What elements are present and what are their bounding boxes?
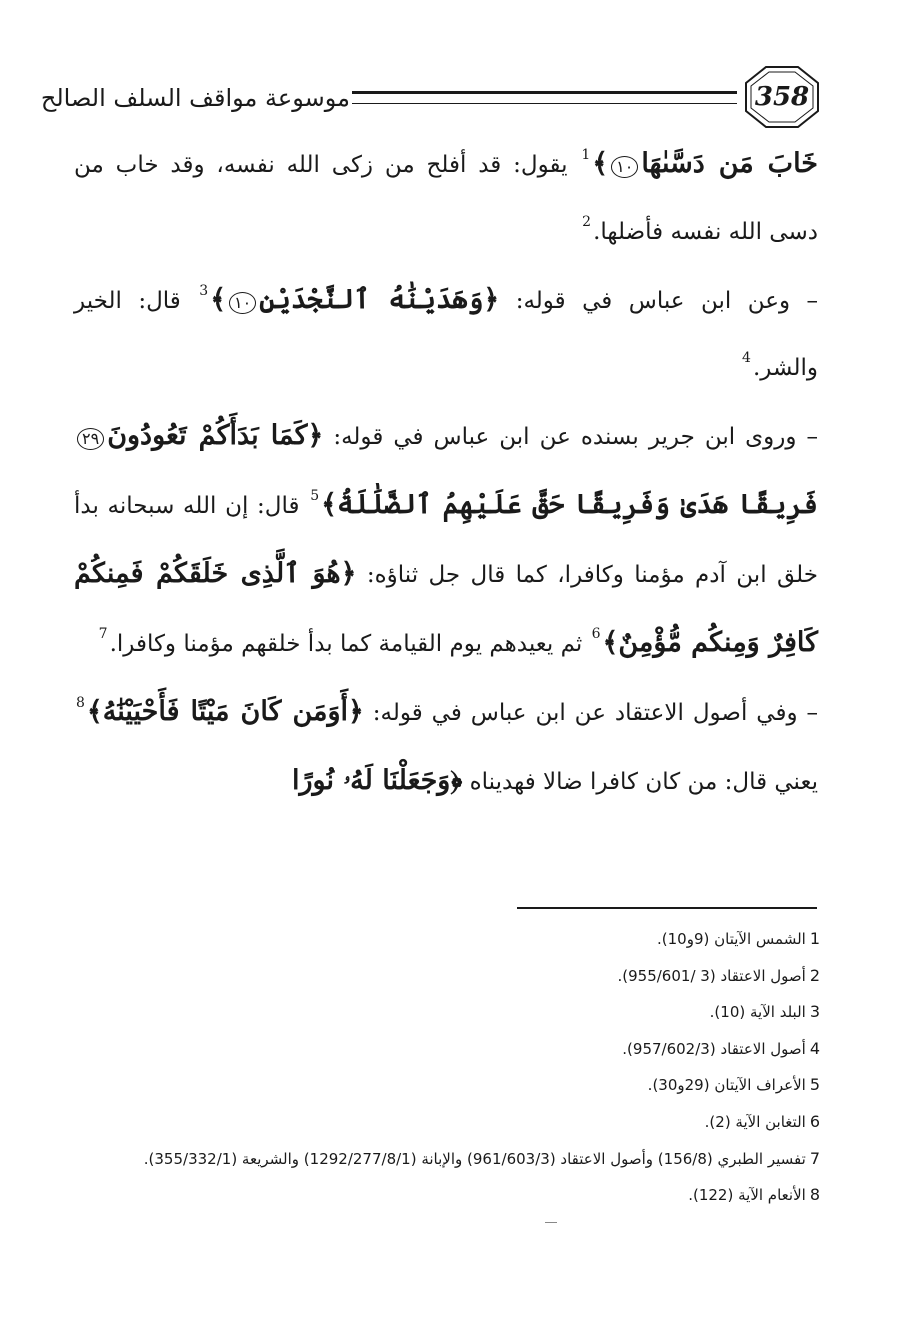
- footnote: [80, 921, 820, 958]
- footnote-ref: 7: [98, 626, 108, 642]
- quran-verse: ﴿أَوَمَن كَانَ مَيْتًا فَأَحْيَيْنَٰهُ﴾: [86, 696, 364, 727]
- footnote: [80, 1104, 820, 1141]
- footnote-separator: [517, 907, 817, 909]
- footnote-text: تفسير الطبري (156/8) وأصول الاعتقاد (961/603/3) والإبانة (1292/277/8/1) والشريعة (355/332/1).: [143, 1149, 806, 1168]
- body-text: – وروى ابن جرير بسنده عن ابن عباس في قوله:: [333, 424, 819, 450]
- footnote-number: 7: [809, 1148, 820, 1168]
- main-text: [74, 130, 818, 816]
- verse-number: ١٠: [611, 156, 638, 178]
- footnote-text: الشمس الآيتان (9و10).: [656, 930, 806, 948]
- footnote-ref: 6: [591, 626, 601, 642]
- running-title: موسوعة مواقف السلف الصالح: [40, 84, 350, 112]
- footnotes: [80, 921, 820, 1214]
- footnote-ref: 8: [76, 695, 85, 711]
- body-text: يعني قال: من كان كافرا ضالا فهديناه: [469, 769, 818, 795]
- paragraph-4: [74, 678, 818, 816]
- footnote-number: 8: [809, 1185, 820, 1205]
- footnote-text: أصول الاعتقاد (957/602/3).: [622, 1039, 806, 1058]
- footnote-number: 4: [809, 1038, 820, 1058]
- header-rule: [352, 91, 737, 104]
- footnote-ref: 5: [310, 488, 320, 504]
- body-text: يقول: قد أفلح من زكى الله نفسه، وقد خاب من دسى الله نفسه فأضلها.: [74, 152, 818, 245]
- footnote: [80, 1067, 820, 1104]
- footnote-text: التغابن الآية (2).: [704, 1112, 806, 1131]
- body-text: ثم يعيدهم يوم القيامة كما بدأ خلقهم مؤمنا وكافرا.: [109, 631, 583, 657]
- verse-number: ٢٩: [77, 428, 104, 450]
- scan-mark: [545, 1222, 557, 1223]
- footnote-ref: 3: [199, 283, 209, 299]
- footnote: [80, 994, 820, 1031]
- footnote-ref: 1: [581, 147, 591, 163]
- footnote-text: الأنعام الآية (122).: [688, 1186, 806, 1205]
- paragraph-2: [74, 266, 818, 402]
- body-text: قال: الخير والشر.: [74, 288, 818, 381]
- body-text: – وعن ابن عباس في قوله:: [515, 288, 819, 314]
- quran-verse: ﴿وَهَدَيْنَٰهُ ٱلنَّجْدَيْنِ١٠﴾: [210, 284, 500, 315]
- quran-verse: خَابَ مَن دَسَّىٰهَا١٠﴾: [592, 148, 819, 179]
- page-number-badge: [744, 65, 820, 129]
- footnote: [80, 1177, 820, 1214]
- quran-verse: ﴿وَجَعَلْنَا لَهُۥ نُورًا: [292, 765, 463, 796]
- paragraph-1: [74, 130, 818, 266]
- footnote-number: 6: [809, 1111, 820, 1131]
- footnote-number: 1: [809, 929, 820, 948]
- footnote: [80, 1031, 820, 1068]
- footnote-ref: 4: [742, 350, 751, 366]
- footnote: [80, 958, 820, 995]
- body-text: قال: إن الله سبحانه بدأ خلق ابن آدم مؤمنا وكافرا، كما قال جل ثناؤه:: [74, 493, 818, 588]
- quran-verse: ﴿هُوَ ٱلَّذِى خَلَقَكُمْ فَمِنكُمْ كَافِرٌ وَمِنكُم مُّؤْمِنٌ﴾: [74, 558, 818, 658]
- footnote-text: البلد الآية (10).: [709, 1003, 806, 1022]
- page-header: [40, 62, 820, 132]
- footnote: [80, 1141, 820, 1178]
- body-text: – وفي أصول الاعتقاد عن ابن عباس في قوله:: [372, 700, 818, 726]
- footnote-ref: 2: [582, 214, 592, 230]
- verse-number: ١٠: [229, 292, 256, 314]
- footnote-number: 2: [809, 965, 820, 985]
- footnote-text: أصول الاعتقاد (3 /955/601).: [617, 966, 806, 985]
- footnote-number: 3: [809, 1002, 820, 1022]
- quran-verse: ﴿كَمَا بَدَأَكُمْ تَعُودُونَ٢٩فَرِيقًا هَدَىٰ وَفَرِيقًا حَقَّ عَلَيْهِمُ ٱلضَّلَٰلَةُ﴾: [74, 420, 818, 520]
- footnote-text: الأعراف الآيتان (29و30).: [647, 1076, 806, 1095]
- footnote-number: 5: [809, 1075, 820, 1095]
- paragraph-3: [74, 402, 818, 678]
- page-number: 358: [754, 82, 810, 112]
